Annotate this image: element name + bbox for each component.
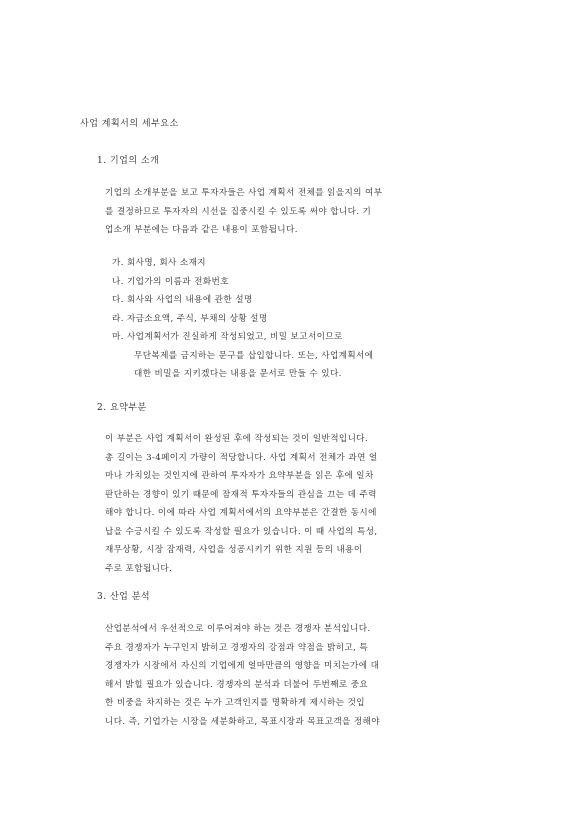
paragraph-line: 이 부분은 사업 계획서이 완성된 후에 작성되는 것이 일반적입니다. [105, 434, 369, 444]
paragraph-line: 해서 밝힐 필요가 있습니다. 경쟁자의 분석과 더불어 두번째로 중요 [105, 679, 369, 690]
section-paragraph-company-intro [105, 184, 435, 240]
paragraph-line: 납을 수긍시킬 수 있도록 작성할 필요가 있습니다. 이 때 사업의 특성, [105, 526, 378, 537]
paragraph-line: 니다. 즉, 기업가는 시장을 세분화하고, 목표시장과 목표고객을 정해야 [105, 716, 380, 727]
section-paragraph-industry-analysis [105, 620, 435, 731]
list-item: 마. 사업계획서가 진실하게 작성되었고, 비밀 보고서이므로 [112, 332, 343, 342]
list-item: 나. 기업가의 이름과 전화번호 [112, 276, 229, 287]
list-item-continuation: 무단복제를 금지하는 문구를 삽입합니다. 또는, 사업계획서에 [134, 350, 374, 361]
paragraph-line: 산업분석에서 우선적으로 이루어져야 하는 것은 경쟁자 분석입니다. [105, 624, 371, 634]
paragraph-line: 주요 경쟁자가 누구인지 밝히고 경쟁자의 강점과 약점을 밝히고, 특 [105, 642, 369, 653]
paragraph-line: 총 길이는 3-4페이지 가량이 적당합니다. 사업 계획서 전체가 과연 얼 [105, 452, 378, 463]
paragraph-line: 업소개 부분에는 다음과 같은 내용이 포함됩니다. [105, 225, 298, 235]
paragraph-line: 마나 가치있는 것인지에 관하여 투자자가 요약부분을 읽은 후에 일차 [105, 471, 374, 481]
section-heading-company-intro: 1. 기업의 소개 [97, 156, 160, 166]
list-item-continuation: 대한 비밀을 지키겠다는 내용을 문서로 만들 수 있다. [134, 369, 342, 379]
paragraph-line: 해야 합니다. 이에 따라 사업 계획서에서의 요약부분은 간결한 동시에 [105, 508, 377, 518]
list-item: 다. 회사와 사업의 내용에 관한 설명 [112, 295, 253, 305]
paragraph-line: 를 결정하므로 투자자의 시선을 집중시킬 수 있도록 써야 합니다. 기 [105, 206, 372, 217]
section-paragraph-summary [105, 430, 435, 578]
paragraph-line: 판단하는 경향이 있기 때문에 잠재적 투자자들의 관심을 끄는 데 주력 [105, 489, 377, 500]
paragraph-line: 경쟁자가 시장에서 자신의 기업에게 얼마만큼의 영향을 미치는가에 대 [105, 661, 380, 671]
list-item: 라. 자금소요액, 주식, 부채의 상황 설명 [112, 313, 268, 324]
company-intro-list [112, 254, 373, 384]
paragraph-line: 기업의 소개부분을 보고 투자자들은 사업 계획서 전체를 읽을지의 여부 [105, 188, 383, 198]
section-heading-summary: 2. 요약부분 [97, 403, 147, 413]
paragraph-line: 재무상황, 시장 잠재력, 사업을 성공시키기 위한 지원 등의 내용이 [105, 545, 363, 555]
document-title: 사업 계획서의 세부요소 [80, 119, 179, 129]
paragraph-line: 한 비중을 차지하는 것은 누가 고객인지를 명확하게 제시하는 것입 [105, 698, 365, 708]
list-item: 가. 회사명, 회사 소재지 [112, 258, 206, 268]
section-heading-industry-analysis: 3. 산업 분석 [97, 592, 151, 602]
paragraph-line: 주로 포함됩니다. [105, 563, 173, 574]
